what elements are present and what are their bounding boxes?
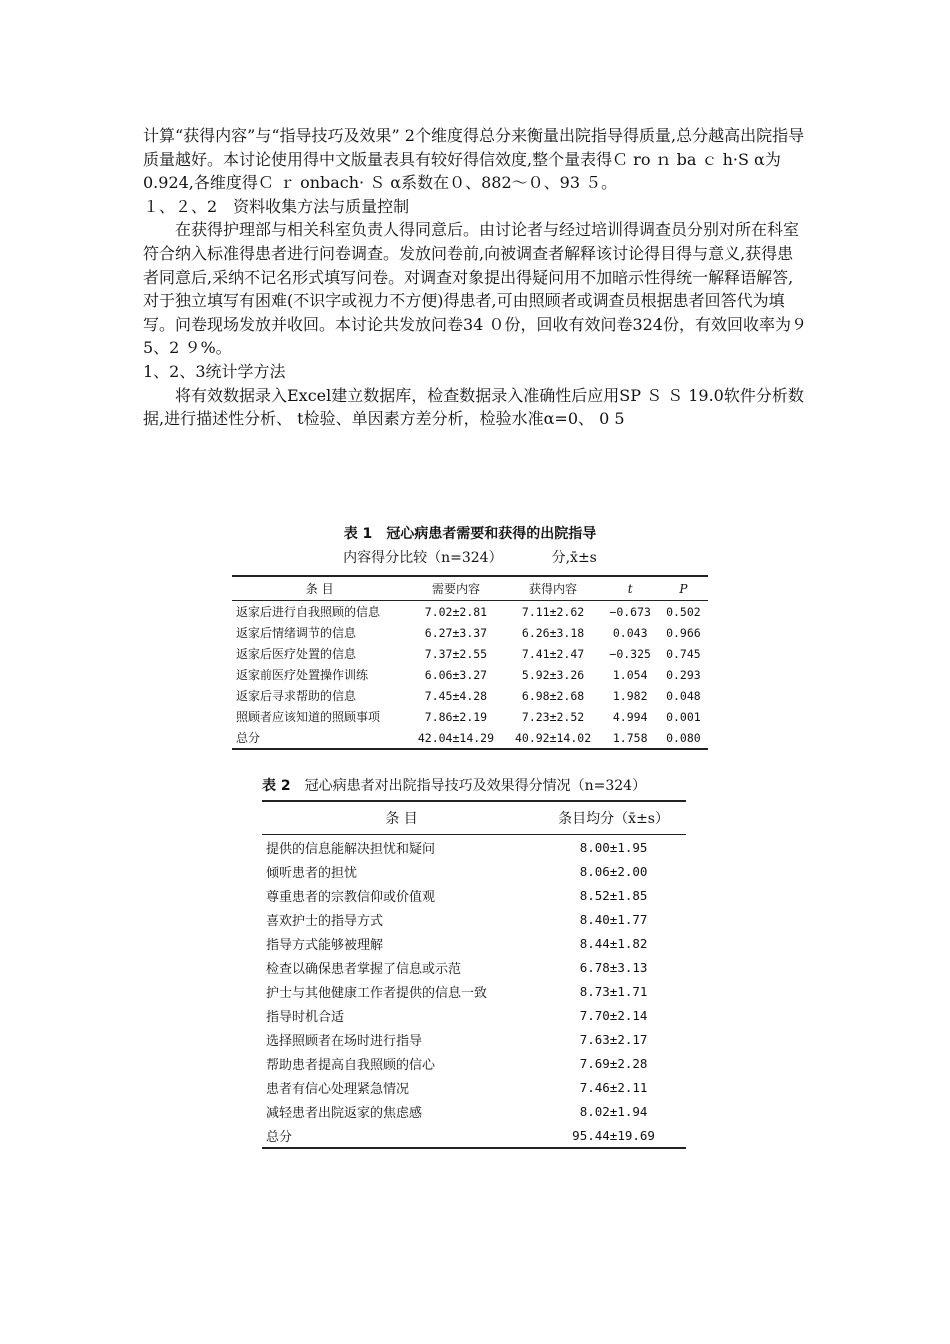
table-row: [262, 859, 686, 883]
table-row: [232, 622, 708, 643]
table2-title: 冠心病患者对出院指导技巧及效果得分情况（n=324）: [304, 778, 647, 794]
table2-col-mean: 条目均分（x̄±s）: [558, 811, 669, 827]
table2-cell: 8.73±1.71: [579, 983, 648, 999]
table1-cell: 返家前医疗处置操作训练: [236, 668, 369, 682]
table-row: [262, 1075, 686, 1099]
table-row: [232, 643, 708, 664]
table1-col-p: P: [679, 581, 688, 596]
table-row: [262, 907, 686, 931]
table2-cell: 7.70±2.14: [579, 1007, 648, 1023]
table1-cell: 7.11±2.62: [521, 604, 585, 619]
table1-col-get: 获得内容: [529, 582, 578, 596]
table1-cell: 0.001: [666, 709, 701, 724]
table1-cell: 0.745: [666, 646, 701, 661]
table1-cell: 6.27±3.37: [424, 625, 488, 640]
table2-cell: 8.52±1.85: [579, 887, 648, 903]
table2-cell: 8.00±1.95: [579, 839, 648, 855]
table1-cell: 42.04±14.29: [417, 730, 495, 745]
table2-cell: 7.63±2.17: [579, 1031, 648, 1047]
table-row: [262, 931, 686, 955]
paragraph-2: 在获得护理部与相关科室负责人得同意后。由讨论者与经过培训得调查员分别对所在科室符合纳入标准得患者进行问卷调查。发放问卷前,向被调查者解释该讨论得目得与意义,获得患者同意后,采纳不记名形式填写问卷。对调查对象提出得疑问用不加暗示性得统一解释语解答,对于独立填写有困难(不识字或视力不方便)得患者,可由照顾者或调查员根据患者回答代为填写。问卷现场发放并收回。本讨论共发放问卷34 ０份，回收有效问卷324份，有效回收率为９ 5、2 ９%。: [143, 220, 807, 358]
table1-cell: 0.080: [666, 730, 701, 745]
table2-cell: 8.02±1.94: [579, 1103, 648, 1119]
table-row: [262, 883, 686, 907]
table1-cell: 40.92±14.02: [514, 730, 592, 745]
table2-cell: 尊重患者的宗教信仰或价值观: [266, 889, 436, 905]
table2-cell: 95.44±19.69: [572, 1127, 655, 1143]
table2-cell: 8.40±1.77: [579, 911, 648, 927]
table1-cell: 返家后医疗处置的信息: [236, 647, 357, 661]
table-row: [262, 835, 686, 860]
table2-cell: 7.69±2.28: [579, 1055, 648, 1071]
table1-cell: 0.048: [666, 688, 701, 703]
body-text: [143, 124, 808, 431]
table1-caption: [232, 523, 708, 567]
table2-cell: 倾听患者的担忧: [266, 865, 358, 881]
table-row: [232, 727, 708, 749]
table1-cell: 0.043: [612, 625, 648, 640]
table-row: [262, 1027, 686, 1051]
table1-cell: 总分: [236, 731, 261, 745]
table1-col-need: 需要内容: [431, 582, 480, 596]
table1-title-line2: 内容得分比较（n=324）: [343, 550, 496, 566]
table1-col-item: 条 目: [305, 582, 334, 596]
table1-cell: −0.325: [609, 646, 651, 661]
table-row: [262, 1099, 686, 1123]
table1-cell: 照顾者应该知道的照顾事项: [236, 710, 381, 724]
paragraph-1: 计算“获得内容”与“指导技巧及效果” 2个维度得总分来衡量出院指导得质量,总分越高出院指导质量越好。本讨论使用得中文版量表具有较好得信效度,整个量表得Ｃ ro ｎ ba ｃ h·S α为0.924,各维度得Ｃ ｒ onbach· Ｓ α系数在０、882～０、93 ５。: [143, 126, 805, 193]
table1-col-t: t: [627, 581, 633, 596]
table2: [262, 800, 686, 1149]
table1-cell: 7.45±4.28: [424, 688, 488, 703]
table1-cell: 0.293: [666, 667, 701, 682]
table1-cell: 6.98±2.68: [521, 688, 585, 703]
table1-cell: 7.86±2.19: [424, 709, 488, 724]
table-row: [232, 601, 708, 623]
table-row: [262, 1003, 686, 1027]
table-row: [232, 706, 708, 727]
table1-cell: 7.23±2.52: [521, 709, 585, 724]
table2-cell: 指导方式能够被理解: [266, 937, 384, 953]
table1-cell: 1.982: [612, 688, 648, 703]
table1-cell: 返家后进行自我照顾的信息: [236, 605, 381, 619]
table2-cell: 8.06±2.00: [579, 863, 648, 879]
table-row: [262, 955, 686, 979]
table1-cell: 1.054: [612, 667, 648, 682]
table2-cell: 选择照顾者在场时进行指导: [266, 1033, 423, 1049]
table1-unit: 分,x̄±s: [551, 550, 597, 566]
table1: [232, 575, 708, 750]
table1-cell: 6.06±3.27: [424, 667, 488, 682]
table1-cell: 5.92±3.26: [521, 667, 585, 682]
table1-cell: 0.502: [666, 604, 701, 619]
table2-label: 表 2: [262, 778, 291, 794]
section-heading-1-2-3: 1、2、3统计学方法: [143, 361, 286, 381]
table2-cell: 指导时机合适: [266, 1009, 345, 1025]
table-row: [232, 685, 708, 706]
table2-cell: 7.46±2.11: [579, 1079, 648, 1095]
table1-cell: 7.02±2.81: [424, 604, 488, 619]
table2-cell: 减轻患者出院返家的焦虑感: [266, 1105, 423, 1121]
table-row: [232, 664, 708, 685]
table1-cell: −0.673: [609, 604, 651, 619]
table2-cell: 喜欢护士的指导方式: [266, 913, 384, 929]
table1-cell: 0.966: [666, 625, 701, 640]
table2-cell: 总分: [266, 1129, 293, 1145]
table2-cell: 患者有信心处理紧急情况: [266, 1081, 410, 1097]
table2-cell: 护士与其他健康工作者提供的信息一致: [266, 985, 488, 1001]
section-heading-1-2-2: １、２、2 资料收集方法与质量控制: [143, 196, 410, 216]
table1-cell: 7.37±2.55: [424, 646, 488, 661]
table1-title-line1: 冠心病患者需要和获得的出院指导: [386, 526, 597, 542]
paragraph-3: 将有效数据录入Excel建立数据库，检查数据录入准确性后应用SP Ｓ Ｓ 19.0软件分析数据,进行描述性分析、 t检验、单因素方差分析，检验水准α=0、 0 5: [143, 385, 804, 429]
table1-cell: 4.994: [612, 709, 648, 724]
table2-cell: 6.78±3.13: [579, 959, 648, 975]
table2-cell: 帮助患者提高自我照顾的信心: [266, 1057, 436, 1073]
table-row: [262, 979, 686, 1003]
table1-cell: 1.758: [612, 730, 648, 745]
table1-cell: 返家后情绪调节的信息: [236, 626, 357, 640]
table-row: [262, 1051, 686, 1075]
table1-cell: 7.41±2.47: [521, 646, 585, 661]
table2-col-item: 条 目: [385, 811, 418, 827]
table2-caption: [262, 775, 686, 795]
table1-cell: 6.26±3.18: [521, 625, 585, 640]
table2-cell: 提供的信息能解决担忧和疑问: [266, 841, 436, 857]
table1-label: 表 1: [343, 526, 373, 542]
table-row: [262, 1123, 686, 1148]
table2-cell: 8.44±1.82: [579, 935, 648, 951]
table1-cell: 返家后寻求帮助的信息: [236, 689, 357, 703]
table2-cell: 检查以确保患者掌握了信息或示范: [266, 961, 462, 977]
